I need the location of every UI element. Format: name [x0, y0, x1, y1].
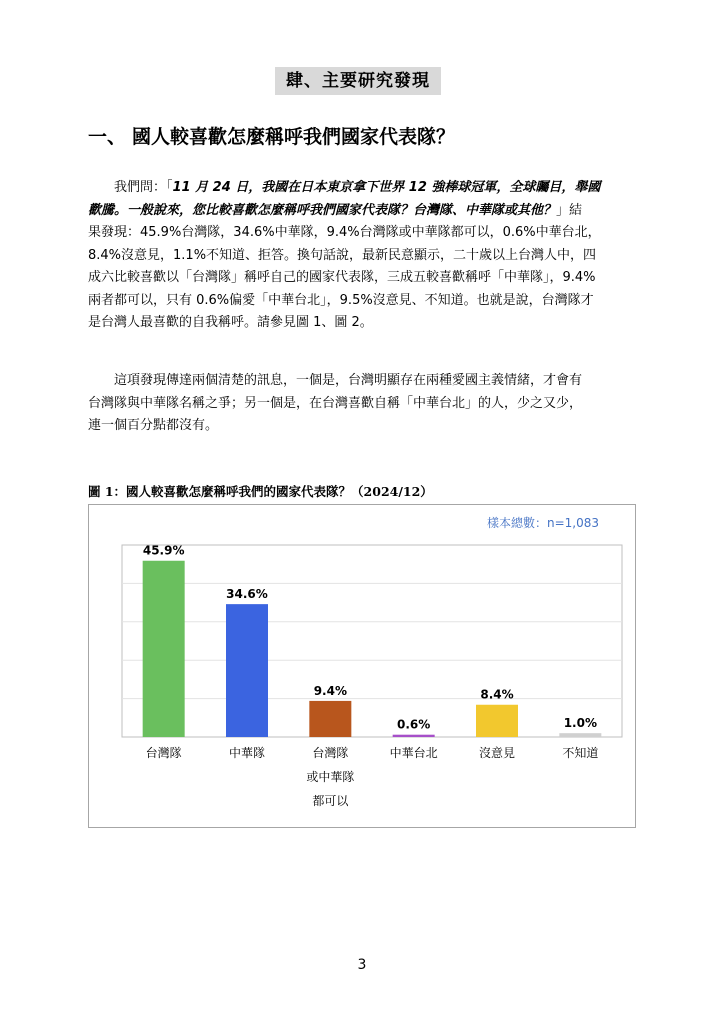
data-label: 34.6%	[226, 587, 268, 602]
bar	[476, 705, 518, 737]
bar-chart	[89, 505, 635, 827]
bar	[309, 701, 351, 737]
paragraph-line: 兩者都可以，只有 0.6%偏愛「中華台北」，9.5%沒意見、不知道。也就是說，台灣隊才	[88, 292, 594, 308]
paragraph-line: 8.4%沒意見，1.1%不知道、拒答。換句話說，最新民意顯示，二十歲以上台灣人中，四	[88, 247, 597, 263]
data-label: 45.9%	[142, 543, 185, 558]
paragraph-line: 台灣隊與中華隊名稱之爭；另一個是，在台灣喜歡自稱「中華台北」的人，少之又少，	[88, 395, 583, 411]
plot-area	[122, 545, 622, 737]
paragraph-interpretation	[88, 370, 636, 438]
category-label: 都可以	[312, 794, 349, 808]
paragraph-line: 這項發現傳達兩個清楚的訊息，一個是，台灣明顯存在兩種愛國主義情緒，才會有	[114, 373, 583, 388]
data-label: 8.4%	[480, 687, 514, 702]
category-label: 或中華隊	[306, 770, 355, 784]
paragraph-line: 成六比較喜歡以「台灣隊」稱呼自己的國家代表隊，三成五較喜歡稱呼「中華隊」，9.4%	[88, 270, 596, 285]
data-label: 1.0%	[563, 716, 597, 731]
section-heading: 肆、主要研究發現	[275, 67, 441, 95]
paragraph-line	[88, 200, 636, 223]
sample-size-note: 樣本總數：n=1,083	[486, 516, 599, 530]
figure-caption: 圖 1：國人較喜歡怎麼稱呼我們的國家代表隊？（2024/12）	[88, 484, 433, 499]
paragraph-line: 連一個百分點都沒有。	[88, 418, 219, 433]
data-label: 0.6%	[397, 717, 431, 732]
paragraph-line	[88, 177, 636, 200]
subsection-title: 國人較喜歡怎麼稱呼我們國家代表隊？	[132, 126, 456, 148]
category-label: 中華台北	[389, 746, 438, 760]
data-label: 9.4%	[313, 683, 347, 698]
category-label: 台灣隊	[312, 746, 349, 760]
page-number: 3	[357, 957, 367, 973]
bar	[226, 604, 268, 737]
paragraph-findings	[88, 177, 636, 335]
bar-chart-frame	[88, 504, 636, 828]
category-label: 不知道	[562, 746, 599, 760]
subsection-heading	[88, 124, 455, 150]
bar	[393, 735, 435, 737]
survey-question: 11 月 24 日，我國在日本東京拿下世界 12 強棒球冠軍，全球矚目，舉國	[172, 180, 601, 195]
bar	[559, 733, 601, 737]
quote-close: 」結	[556, 202, 583, 218]
bar	[143, 561, 185, 737]
category-label: 台灣隊	[145, 746, 182, 760]
category-label: 中華隊	[228, 746, 266, 760]
survey-question: 歡騰。一般說來，您比較喜歡怎麼稱呼我們國家代表隊？台灣隊、中華隊或其他？	[88, 202, 557, 218]
subsection-number: 一、	[88, 126, 127, 148]
quote-open: 我們問：「	[114, 180, 173, 195]
category-label: 沒意見	[478, 746, 516, 760]
paragraph-line: 是台灣人最喜歡的自我稱呼。請參見圖 1、圖 2。	[88, 315, 373, 330]
paragraph-line: 果發現：45.9%台灣隊，34.6%中華隊，9.4%台灣隊或中華隊都可以，0.6%中華台北，	[88, 225, 601, 240]
